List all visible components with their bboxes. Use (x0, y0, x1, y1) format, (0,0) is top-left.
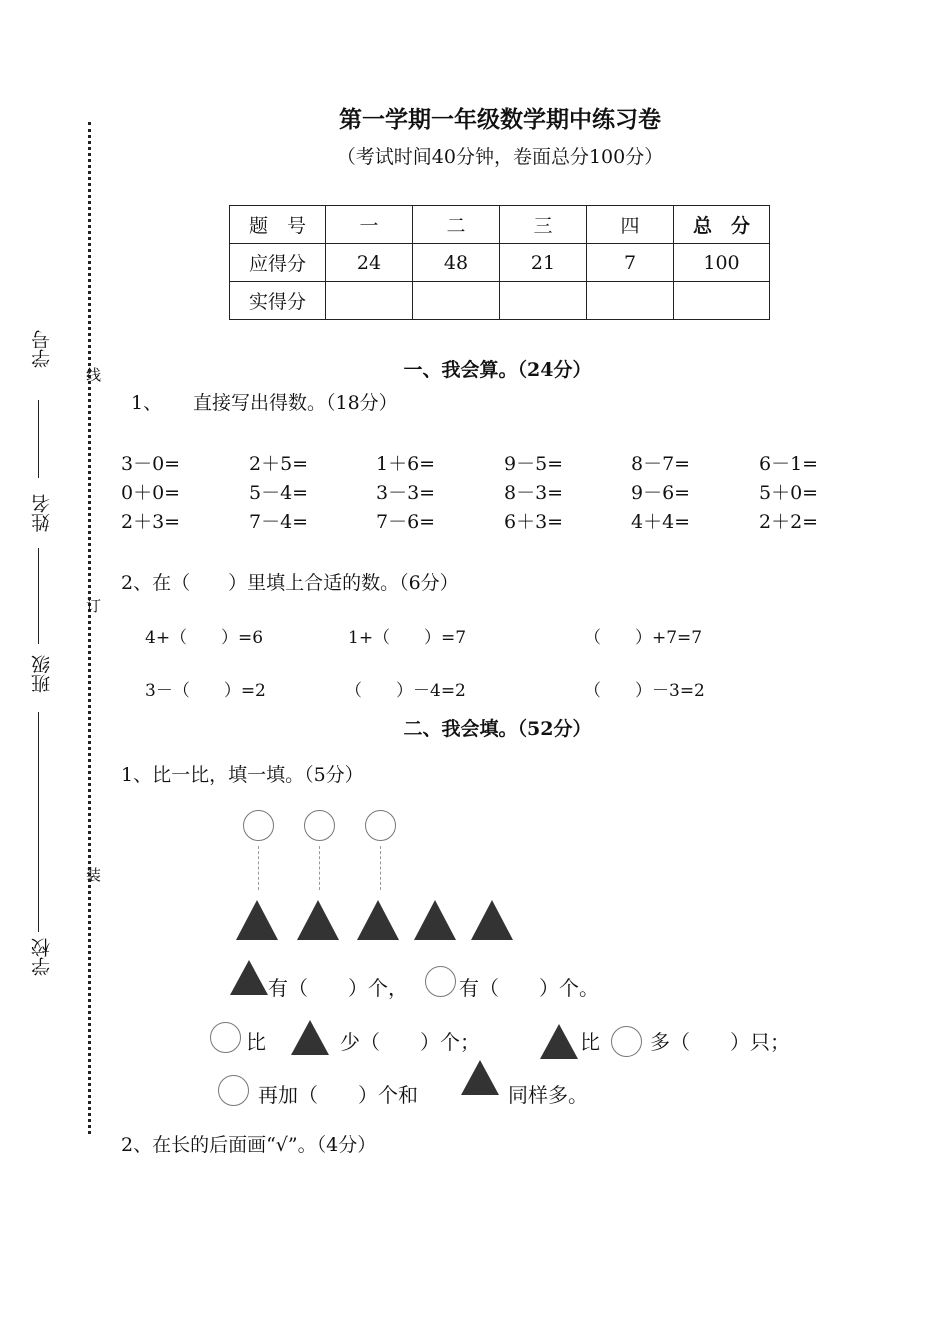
compare-line-1b[interactable]: 有（ ）个。 (459, 976, 599, 1000)
section-1-heading: 一、我会算。（24分） (403, 359, 592, 381)
calc-item[interactable]: 5－4= (249, 482, 309, 504)
dashed-guide (258, 846, 259, 890)
section-2-question-2-text: 2、在长的后面画“√”。（4分） (121, 1134, 377, 1156)
exam-title: 第一学期一年级数学期中练习卷 (339, 106, 661, 133)
calc-item[interactable]: 8－3= (504, 482, 564, 504)
fill-blank-item[interactable]: 1+（ ）=7 (348, 628, 467, 648)
table-cell: 100 (674, 244, 770, 282)
triangle-icon (230, 960, 268, 995)
calc-item[interactable]: 7－6= (376, 511, 436, 533)
table-cell: 题 号 (230, 206, 326, 244)
table-cell: 实得分 (230, 282, 326, 320)
binding-dotted-line (88, 122, 91, 1134)
circle-icon (425, 966, 456, 997)
question-1-text: 直接写出得数。（18分） (193, 392, 398, 414)
table-cell: 48 (413, 244, 500, 282)
table-cell: 24 (326, 244, 413, 282)
question-1-number: 1、 (131, 392, 163, 414)
score-input-cell[interactable] (674, 282, 770, 320)
table-cell: 四 (587, 206, 674, 244)
table-row (230, 282, 770, 320)
binding-label-line: 线 (84, 367, 102, 382)
circle-icon (611, 1026, 642, 1057)
binding-label-zhuang: 装 (84, 867, 102, 882)
compare-line-2d[interactable]: 多（ ）只； (650, 1030, 790, 1054)
calc-item[interactable]: 2＋2= (759, 511, 819, 533)
class-label: 班级 (31, 655, 53, 693)
section-2-question-1-text: 1、比一比，填一填。（5分） (121, 764, 364, 786)
calc-item[interactable]: 9－5= (504, 453, 564, 475)
circle-icon (210, 1022, 241, 1053)
calc-item[interactable]: 3－0= (121, 453, 181, 475)
fill-blank-item[interactable]: （ ）+7=7 (584, 628, 703, 648)
circle-icon (243, 810, 274, 841)
triangle-icon (357, 900, 399, 940)
triangle-icon (471, 900, 513, 940)
table-cell: 一 (326, 206, 413, 244)
name-label: 姓名 (31, 494, 53, 532)
calc-item[interactable]: 4＋4= (631, 511, 691, 533)
triangle-icon (297, 900, 339, 940)
triangle-icon (461, 1060, 499, 1095)
compare-line-2b[interactable]: 少（ ）个； (340, 1030, 480, 1054)
fill-blank-item[interactable]: （ ）－4=2 (345, 681, 466, 701)
table-cell: 总 分 (674, 206, 770, 244)
table-cell: 21 (500, 244, 587, 282)
circle-icon (304, 810, 335, 841)
calc-item[interactable]: 5＋0= (759, 482, 819, 504)
school-label: 学校 (31, 938, 53, 976)
student-id-label: 学号 (31, 330, 53, 368)
triangle-icon (291, 1020, 329, 1055)
score-input-cell[interactable] (500, 282, 587, 320)
table-cell: 应得分 (230, 244, 326, 282)
circle-icon (365, 810, 396, 841)
fill-blank-item[interactable]: 4+（ ）=6 (145, 628, 264, 648)
score-input-cell[interactable] (413, 282, 500, 320)
binding-label-ding: 订 (84, 598, 102, 613)
calc-item[interactable]: 7－4= (249, 511, 309, 533)
question-2-text: 2、在（ ）里填上合适的数。（6分） (121, 572, 459, 594)
fill-blank-item[interactable]: 3－（ ）=2 (145, 681, 266, 701)
triangle-icon (236, 900, 278, 940)
calc-item[interactable]: 0＋0= (121, 482, 181, 504)
compare-line-3a[interactable]: 再加（ ）个和 (258, 1083, 418, 1107)
table-cell: 7 (587, 244, 674, 282)
calc-item[interactable]: 3－3= (376, 482, 436, 504)
score-table (229, 205, 770, 320)
fill-blank-item[interactable]: （ ）－3=2 (584, 681, 705, 701)
table-cell: 二 (413, 206, 500, 244)
calc-item[interactable]: 8－7= (631, 453, 691, 475)
score-input-cell[interactable] (326, 282, 413, 320)
table-row (230, 206, 770, 244)
dashed-guide (319, 846, 320, 890)
table-cell: 三 (500, 206, 587, 244)
triangle-icon (414, 900, 456, 940)
calc-item[interactable]: 6＋3= (504, 511, 564, 533)
calc-item[interactable]: 9－6= (631, 482, 691, 504)
circle-icon (218, 1075, 249, 1106)
calc-item[interactable]: 1＋6= (376, 453, 436, 475)
student-id-field[interactable] (38, 400, 39, 478)
class-field[interactable] (38, 712, 39, 932)
compare-line-2c: 比 (580, 1030, 600, 1054)
calc-item[interactable]: 2＋5= (249, 453, 309, 475)
compare-line-3b: 同样多。 (508, 1083, 588, 1107)
table-row (230, 244, 770, 282)
compare-line-2a: 比 (246, 1030, 266, 1054)
dashed-guide (380, 846, 381, 890)
triangle-icon (540, 1024, 578, 1059)
calc-item[interactable]: 2＋3= (121, 511, 181, 533)
compare-line-1a[interactable]: 有（ ）个， (268, 976, 408, 1000)
score-input-cell[interactable] (587, 282, 674, 320)
section-2-heading: 二、我会填。（52分） (403, 718, 592, 740)
calc-item[interactable]: 6－1= (759, 453, 819, 475)
name-field[interactable] (38, 548, 39, 644)
exam-subtitle: （考试时间40分钟，卷面总分100分） (336, 146, 664, 168)
